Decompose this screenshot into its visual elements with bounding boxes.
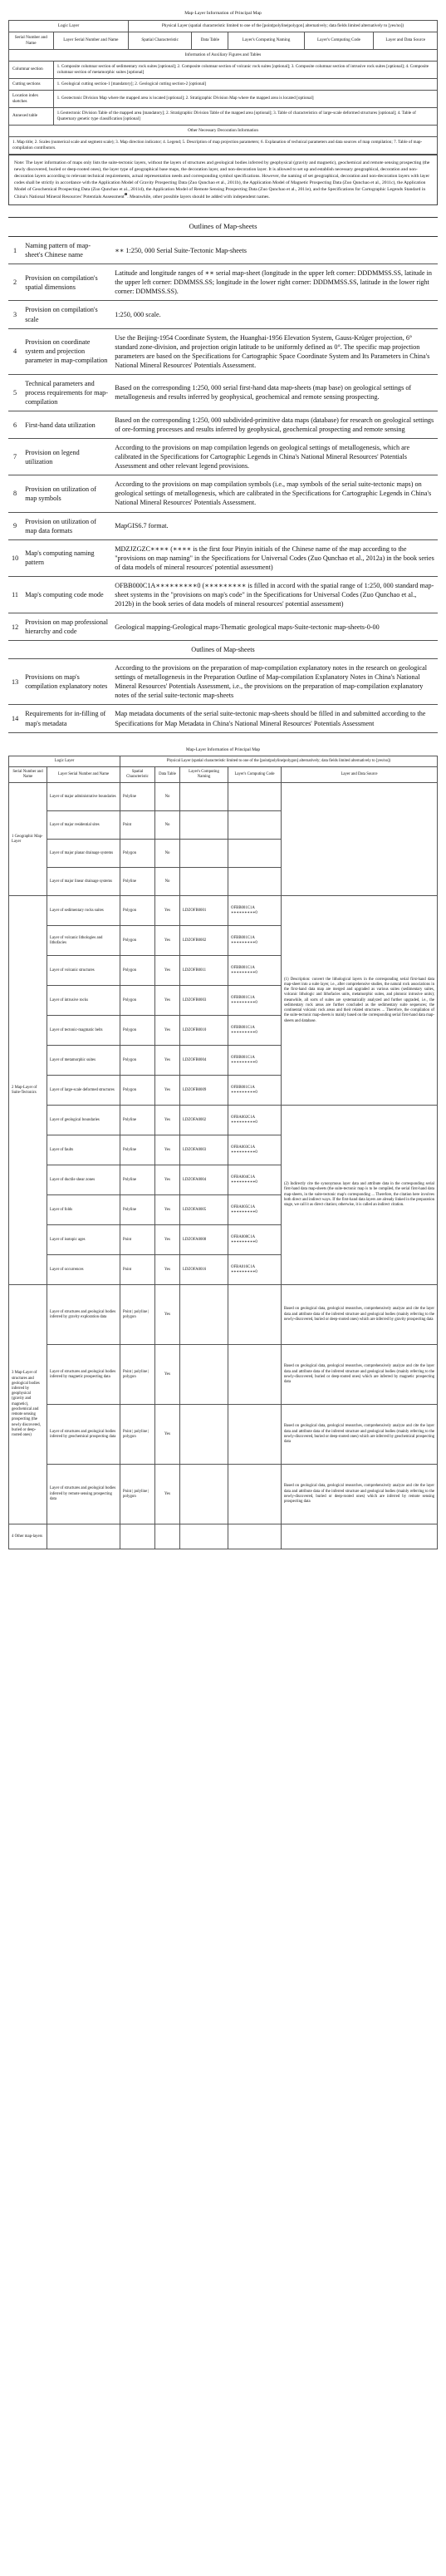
row-label: Columnar section — [9, 61, 54, 78]
table-row — [9, 90, 438, 107]
layer-name: Layer of isotopic ages — [47, 1225, 120, 1255]
row-label: Provision on utilization of map symbols — [22, 475, 111, 512]
layer-name: Layer of structures and geological bodies inferred by geochemical prospecting data — [47, 1405, 120, 1465]
spatial-type: Polyline — [120, 1195, 155, 1225]
spatial-type: Polygon — [120, 986, 155, 1016]
physical-layer-header: Physical Layer (spatial characteristic limited to one of the [point|polyline|polygon] alternatively; data fields limited alternatively to [yes/no]) — [129, 20, 438, 32]
spatial-type: Point | polyline | polygon — [120, 1345, 155, 1405]
row-label: Cutting sections — [9, 78, 54, 90]
spatial-type: Polygon — [120, 1046, 155, 1076]
section-title: Information of Auxiliary Figures and Tables — [9, 49, 438, 61]
layer-name: Layer of structures and geological bodies inferred by remote sensing prospecting data — [47, 1465, 120, 1524]
layer-naming: LDZOFA0003 — [180, 1135, 228, 1165]
row-desc: MDZJZGZC∗∗∗∗ (∗∗∗∗ is the first four Pinyin initials of the Chinese name of the map according to the "provisions on map naming" in the Specifications for Universal Codes (Zuo Qunchao et al., 2012a) in the book series of data models of mineral resources' potential assessment) — [111, 539, 438, 576]
layer-code: OFBB001C1A ∗∗∗∗∗∗∗∗∗0 — [228, 956, 282, 986]
map-layer-info-table — [8, 8, 438, 155]
layer-naming: LDZOFA0008 — [180, 1225, 228, 1255]
data-flag: Yes — [155, 1135, 180, 1165]
row-desc: Based on the corresponding 1:250, 000 serial first-hand data map-sheets (map base) on geological settings of metallogenesis and results inferred by geophysical, geochemical and remote sensing prospecting. — [111, 374, 438, 411]
layer-naming: LDZOFB0010 — [180, 1016, 228, 1046]
principal-map-layer-table — [8, 745, 438, 1550]
source-desc: Based on geological data, geological researches, comprehensively analyze and cite the layer data and attribute data of the inferred structure and geological bodies (mainly referring to the newly-discovered, buried or deep-rooted ones) which are inferred by geochemical prospecting data — [282, 1405, 438, 1465]
spatial-type: Point | polyline | polygon — [120, 1465, 155, 1524]
layer-code: OFBB001C1A ∗∗∗∗∗∗∗∗∗0 — [228, 926, 282, 956]
data-flag: Yes — [155, 986, 180, 1016]
footnote-marker: ❶ — [124, 193, 128, 197]
layer-name: Layer of structures and geological bodies inferred by gravity exploration data — [47, 1285, 120, 1345]
column-header: Layer's Computing Code — [304, 32, 374, 49]
layer-name: Layer of major planar drainage systems — [47, 840, 120, 868]
row-label: Provision on compilation's scale — [22, 301, 111, 328]
data-flag: Yes — [155, 1076, 180, 1106]
data-flag: Yes — [155, 1405, 180, 1465]
row-desc: OFBB000C1A∗∗∗∗∗∗∗∗∗0 (∗∗∗∗∗∗∗∗∗ is filled in accord with the spatial range of 1:250, 000 standard map-sheet systems in the "provisions on map's code" in the Specifications for Universal Codes (Zuo Qunchao et al., 2012b) in the book series of data models of mineral resources' potential assessment) — [111, 576, 438, 613]
row-number: 5 — [8, 374, 22, 411]
layer-code: OFBB001C1A ∗∗∗∗∗∗∗∗∗0 — [228, 1046, 282, 1076]
layer-name: Layer of volcanic structures — [47, 956, 120, 986]
layer-naming: LDZOFB0003 — [180, 986, 228, 1016]
data-flag: No — [155, 840, 180, 868]
table-row — [8, 475, 438, 512]
row-label: Location index sketches — [9, 90, 54, 107]
spatial-type: Polygon — [120, 1076, 155, 1106]
note-text-tail: . Meanwhile, other possible layers should be added with independent names. — [127, 195, 270, 200]
layer-code: OFBA008C1A ∗∗∗∗∗∗∗∗∗0 — [228, 1225, 282, 1255]
row-number: 9 — [8, 512, 22, 539]
layer-name: Layer of ductile shear zones — [47, 1165, 120, 1195]
row-number: 14 — [8, 705, 22, 732]
table-caption: Map-Layer Information of Principal Map — [9, 745, 438, 756]
layer-code: OFBB001C1A ∗∗∗∗∗∗∗∗∗0 — [228, 1016, 282, 1046]
data-flag: Yes — [155, 926, 180, 956]
row-desc: Based on the corresponding 1:250, 000 subdivided-primitive data maps (database) for research on geological settings of ore-forming processes and results inferred by geophysical, geochemical prospecting and remote sensing — [111, 411, 438, 439]
source-desc: Based on geological data, geological researches, comprehensively analyze and cite the layer data and attribute data of the inferred structure and geological bodies (mainly referring to the newly-discovered, buried or deep-rooted ones) which are inferred by gravity prospecting data — [282, 1285, 438, 1345]
table-row — [9, 1285, 438, 1345]
row-desc: Use the Beijing-1954 Coordinate System, the Huanghai-1956 Elevation System, Gauss-Krüger projection, 6° standard zone-division, and projection origin latitude to be uniformly defined as 0°. The specific map projection parameters are based on the Specifications for Cartographic Space Coordinate System and Its Parameters in China's National Mineral Resources' Potentials Assessment. — [111, 328, 438, 374]
table-row — [9, 107, 438, 125]
table-row — [8, 439, 438, 475]
column-header: Data Table — [155, 766, 180, 782]
column-header: Layer's Computing Naming — [180, 766, 228, 782]
layer-name: Layer of sedimentary rocks suites — [47, 896, 120, 926]
layer-naming: LDZOFB0009 — [180, 1076, 228, 1106]
layer-name: Layer of intrusive rocks — [47, 986, 120, 1016]
spatial-type: Polygon — [120, 840, 155, 868]
row-number: 11 — [8, 576, 22, 613]
row-number: 10 — [8, 539, 22, 576]
data-flag: Yes — [155, 1016, 180, 1046]
column-header: Spatial Characteristic — [120, 766, 155, 782]
row-number: 3 — [8, 301, 22, 328]
column-header: Serial Number and Name — [9, 766, 47, 782]
layer-code: OFBB001C1A ∗∗∗∗∗∗∗∗∗0 — [228, 986, 282, 1016]
source-desc: Based on geological data, geological researches, comprehensively analyze and cite the layer data and attribute data of the inferred structure and geological bodies (mainly referring to the newly-discovered, buried or deep-rooted ones) which are inferred by magnetic prospecting data — [282, 1345, 438, 1405]
table-row — [8, 301, 438, 328]
layer-code: OFBB001C1A ∗∗∗∗∗∗∗∗∗0 — [228, 1076, 282, 1106]
layer-naming: LDZOFB0011 — [180, 956, 228, 986]
table-row — [9, 1345, 438, 1405]
data-flag: Yes — [155, 1106, 180, 1135]
layer-code: OFBA002C1A ∗∗∗∗∗∗∗∗∗0 — [228, 1106, 282, 1135]
source-desc: Based on geological data, geological researches, comprehensively analyze and cite the layer data and attribute data of the inferred structure and geological bodies (mainly referring to the newly-discovered, buried or deep-rooted ones) which are inferred by remote sensing prospecting data — [282, 1465, 438, 1524]
table-caption: Outlines of Map-sheets — [8, 218, 438, 237]
layer-name: Layer of metamorphic suites — [47, 1046, 120, 1076]
table-row — [8, 613, 438, 641]
data-flag: Yes — [155, 1225, 180, 1255]
layer-name: Layer of volcanic lithologies and lithofacies — [47, 926, 120, 956]
data-flag: Yes — [155, 1165, 180, 1195]
table-row — [9, 1465, 438, 1524]
layer-code: OFBA005C1A ∗∗∗∗∗∗∗∗∗0 — [228, 1195, 282, 1225]
row-label: Naming pattern of map-sheet's Chinese name — [22, 237, 111, 264]
table-row — [8, 576, 438, 613]
row-number: 7 — [8, 439, 22, 475]
spatial-type: Polyline — [120, 868, 155, 896]
layer-name: Layer of structures and geological bodies inferred by magnetic prospecting data — [47, 1345, 120, 1405]
column-header: Layer Serial Number and Name — [47, 766, 120, 782]
data-flag: Yes — [155, 1195, 180, 1225]
data-flag: No — [155, 868, 180, 896]
table-row — [8, 237, 438, 264]
spatial-type: Polygon — [120, 896, 155, 926]
decoration-info: 1. Map title; 2. Scales (numerical scale and segment scale); 3. Map direction indicator; 4. Legend; 5. Description of map projection parameters; 6. Explanation of technical parameters and data sources of map compilation; 7. Table of map-compilation contributors. — [9, 136, 438, 154]
row-label: Provision on legend utilization — [22, 439, 111, 475]
row-label: Map's computing naming pattern — [22, 539, 111, 576]
layer-naming: LDZOFA0004 — [180, 1165, 228, 1195]
row-desc: MapGIS6.7 format. — [111, 512, 438, 539]
row-label: Map's computing code mode — [22, 576, 111, 613]
row-number: 13 — [8, 659, 22, 705]
table-row — [8, 264, 438, 301]
layer-name: Layer of major administrative boundaries — [47, 783, 120, 811]
table-row — [8, 411, 438, 439]
table-row — [9, 1106, 438, 1135]
row-number: 4 — [8, 328, 22, 374]
spatial-type: Polygon — [120, 1016, 155, 1046]
row-desc: According to the provisions on the preparation of map-compilation explanatory notes in the research on geological settings of metallogenesis in the Preparation Outline of Map-compilation Explanatory Notes in China's National Mineral Resources' Potentials Assessment, i.e., the provisions on the preparation of map-compilation explanatory notes of the serial suite-tectonic map-sheets — [111, 659, 438, 705]
group-label: 4 Other map-layers — [9, 1524, 47, 1549]
spatial-type: Polyline — [120, 1135, 155, 1165]
layer-naming: LDZOFB0004 — [180, 1046, 228, 1076]
document-page — [8, 0, 438, 1549]
column-header: Layer Serial Number and Name — [53, 32, 128, 49]
data-flag: Yes — [155, 896, 180, 926]
layer-code: OFBA003C1A ∗∗∗∗∗∗∗∗∗0 — [228, 1135, 282, 1165]
table-row — [8, 374, 438, 411]
row-desc: 1:250, 000 scale. — [111, 301, 438, 328]
data-flag: Yes — [155, 1345, 180, 1405]
row-desc: According to the provisions on map compilation symbols (i.e., map symbols of the serial suite-tectonic maps) on geological settings of metallogenesis, which are calibrated in the Specifications for Cartographic Legends in China's National Mineral Resources' Potentials Assessment. — [111, 475, 438, 512]
section-title: Outlines of Map-sheets — [8, 641, 438, 659]
spatial-type: Polygon — [120, 926, 155, 956]
layer-name: Layer of tectonic-magmatic belts — [47, 1016, 120, 1046]
note-text: Note: The layer information of maps only lists the suite-tectonic layers, without the layers of structures and geological bodies inferred by geophysical (gravity and magnetic), geochemical and remote sensing prospecting (the newly discovered, buried or deep-rooted ones), the layer type of geographical base maps, the decoration layer, and non-decoration layer. It is allowed to set up and establish necessary geographical, decoration and non-decoration layers according to relevant technical requirements, actual representation needs and corresponding symbol specifications. However, the naming of set geographical, decoration and non-decoration layers with layer codes shall be strictly in accordance with the Application Model of Gravity Prospecting Data (Zuo Qunchao et al., 2011b), the Application Model of Magnetic Prospecting Data (Zuo Qunchao et al., 2011c), the Application Model of Geochemical Prospecting Data (Zuo Qunchao et al., 2011d), the Application Model of Remote Sensing Prospecting Data (Zuo Qunchao et al., 2011e), and the Specifications for Cartographic Legends Standard in China's National Mineral Resources' Potentials Assessment — [14, 160, 430, 200]
table-row — [9, 1524, 438, 1549]
spatial-type: Polygon — [120, 956, 155, 986]
row-label: Provision on utilization of map data formats — [22, 512, 111, 539]
data-flag: Yes — [155, 1465, 180, 1524]
spatial-type: Point — [120, 1255, 155, 1285]
row-label: Provision on map professional hierarchy and code — [22, 613, 111, 641]
outlines-table — [8, 217, 438, 732]
row-number: 6 — [8, 411, 22, 439]
physical-layer-header: Physical Layer (spatial characteristic limited to one of the [point|polyline|polygon] alternatively; data fields limited alternatively to [yes/no]) — [120, 756, 438, 766]
row-desc: ∗∗ 1:250, 000 Serial Suite-Tectonic Map-sheets — [111, 237, 438, 264]
column-header: Layer's Computing Naming — [228, 32, 304, 49]
data-flag: No — [155, 783, 180, 811]
row-label: Technical parameters and process requirements for map-compilation — [22, 374, 111, 411]
row-label: Provision on coordinate system and projection parameter in map-compilation — [22, 328, 111, 374]
note-box — [8, 155, 438, 206]
column-header: Layer's Computing Code — [228, 766, 282, 782]
layer-name: Layer of folds — [47, 1195, 120, 1225]
row-desc: 1.Geotectonic Division Table of the mapped area [mandatory]; 2. Stratigraphic Division Table of the mapped area [optional]; 3. Table of characteristics of large-scale deformed structures [optional]; 4. Table of Quaternary genetic type classification [optional] — [53, 107, 437, 125]
layer-naming: LDZOFB0001 — [180, 896, 228, 926]
logic-layer-header: Logic Layer — [9, 20, 129, 32]
section-title: Other Necessary Decoration Information — [9, 125, 438, 136]
table-row — [8, 705, 438, 732]
data-flag: Yes — [155, 956, 180, 986]
layer-name: Layer of occurrences — [47, 1255, 120, 1285]
layer-name: Layer of faults — [47, 1135, 120, 1165]
data-flag: No — [155, 811, 180, 840]
logic-layer-header: Logic Layer — [9, 756, 120, 766]
table-row — [9, 896, 438, 926]
row-label: First-hand data utilization — [22, 411, 111, 439]
layer-code: OFBA004C1A ∗∗∗∗∗∗∗∗∗0 — [228, 1165, 282, 1195]
layer-naming: LDZOFA0005 — [180, 1195, 228, 1225]
table-row — [9, 61, 438, 78]
row-desc: Map metadata documents of the serial suite-tectonic map-sheets should be filled in and submitted according to the Specifications for Map Metadata in China's National Mineral Resources' Potentials Assessment — [111, 705, 438, 732]
layer-name: Layer of large-scale deformed structures — [47, 1076, 120, 1106]
row-number: 8 — [8, 475, 22, 512]
row-desc: According to the provisions on map compilation legends on geological settings of metallogenesis, which are calibrated in the Specifications for Cartographic Legends in China's National Mineral Resources' Potentials Assessment and other relevant legend provisions. — [111, 439, 438, 475]
layer-naming: LDZOFA0016 — [180, 1255, 228, 1285]
spatial-type: Polyline — [120, 1106, 155, 1135]
table-row — [9, 783, 438, 811]
table-row — [8, 659, 438, 705]
spatial-type: Point | polyline | polygon — [120, 1285, 155, 1345]
table-row — [9, 78, 438, 90]
group-label: 3 Map-Layer of structures and geological bodies inferred by geophysical (gravity and magnetic), geochemical and remote sensing prospecting (the newly discovered, buried or deep-rooted ones) — [9, 1285, 47, 1524]
column-header: Layer and Data Source — [374, 32, 438, 49]
row-label: Provision on compilation's spatial dimensions — [22, 264, 111, 301]
row-label: Provisions on map's compilation explanatory notes — [22, 659, 111, 705]
layer-code: OFBA016C1A ∗∗∗∗∗∗∗∗∗0 — [228, 1255, 282, 1285]
table-row — [8, 512, 438, 539]
data-flag: Yes — [155, 1285, 180, 1345]
column-header: Layer and Data Source — [282, 766, 438, 782]
data-flag: Yes — [155, 1046, 180, 1076]
spatial-type: Point — [120, 1225, 155, 1255]
column-header: Data Table — [192, 32, 228, 49]
layer-name: Layer of geological boundaries — [47, 1106, 120, 1135]
row-desc: 1. Composite columnar section of sedimentary rock suites [optional]; 2. Composite columnar section of volcanic rock suites [optional]; 3. Composite columnar section of intrusive rock suites [optional]; 4. Composite columnar section of metamorphic suites [optional] — [53, 61, 437, 78]
row-label: Requirements for in-filling of map's metadata — [22, 705, 111, 732]
table-row — [9, 1405, 438, 1465]
table-row — [8, 539, 438, 576]
layer-name: Layer of major linear drainage systems — [47, 868, 120, 896]
row-desc: Latitude and longitude ranges of ∗∗ serial map-sheet (longitude in the upper left corner: DDDMMSS.SS, latitude in the upper left corner: DDMMSS.SS; longitude in the lower right corner: DDDMMSS.SS, latitude in the lower right corner: DDMMSS.SS). — [111, 264, 438, 301]
row-desc: Geological mapping-Geological maps-Thematic geological maps-Suite-tectonic map-sheets-0-00 — [111, 613, 438, 641]
spatial-type: Polyline — [120, 1165, 155, 1195]
column-header: Serial Number and Name — [9, 32, 54, 49]
layer-naming: LDZOFB0002 — [180, 926, 228, 956]
spatial-type: Polyline — [120, 783, 155, 811]
data-flag: Yes — [155, 1255, 180, 1285]
source-desc: (2) Indirectly cite the synonymous layer data and attribute data in the corresponding serial first-hand data map-sheets (the suite-tectonic map is to be compiled, the serial first-hand data map-sheets, in the suite-tectonic map's corresponding ... Therefore, the citation here involves both direct and indirect ways. If the first-hand data layers are already linked in the preparation stage, we call it as direct citation; otherwise, it is called an indirect citation. — [282, 1106, 438, 1285]
column-header: Spatial Characteristic — [129, 32, 192, 49]
table-row — [8, 328, 438, 374]
source-desc: (1) Description: convert the lithological layers in the corresponding serial first-hand data map-sheet into a suite layer, i.e., after comprehensive studies, the natural rock associations in the first-hand data map are merged and upgraded as various suites (sedimentary suites, volcanic lithologic and lithofacies units, metamorphic suites, and plutonic intrusive units); meanwhile, all sorts of suites are systematically analyzed and further upgraded, i.e., the sedimentary rock areas are further concluded as the sedimentary suite sequences; the continental volcanic rock areas and their related structures ... Therefore, the compilation of the suite-tectonic map-sheets is mainly based on the corresponding serial first-hand data map-sheets and database. — [282, 896, 438, 1106]
group-label: 1 Geographic Map-Layer — [9, 783, 47, 896]
layer-code: OFBB001C1A ∗∗∗∗∗∗∗∗∗0 — [228, 896, 282, 926]
row-label: Annexed table — [9, 107, 54, 125]
row-number: 1 — [8, 237, 22, 264]
layer-naming: LDZOFA0002 — [180, 1106, 228, 1135]
spatial-type: Point | polyline | polygon — [120, 1405, 155, 1465]
group-label: 2 Map-Layer of Suite-Tectonics — [9, 896, 47, 1285]
row-number: 2 — [8, 264, 22, 301]
row-desc: 1. Geotectonic Division Map where the mapped area is located [optional]; 2. Stratigraphic Division Map where the mapped area is located [optional] — [53, 90, 437, 107]
layer-name: Layer of major residential sites — [47, 811, 120, 840]
table-caption: Map-Layer Information of Principal Map — [9, 8, 438, 20]
row-number: 12 — [8, 613, 22, 641]
spatial-type: Point — [120, 811, 155, 840]
row-desc: 1. Geological cutting section-1 [mandatory]; 2. Geological cutting section-2 [optional] — [53, 78, 437, 90]
